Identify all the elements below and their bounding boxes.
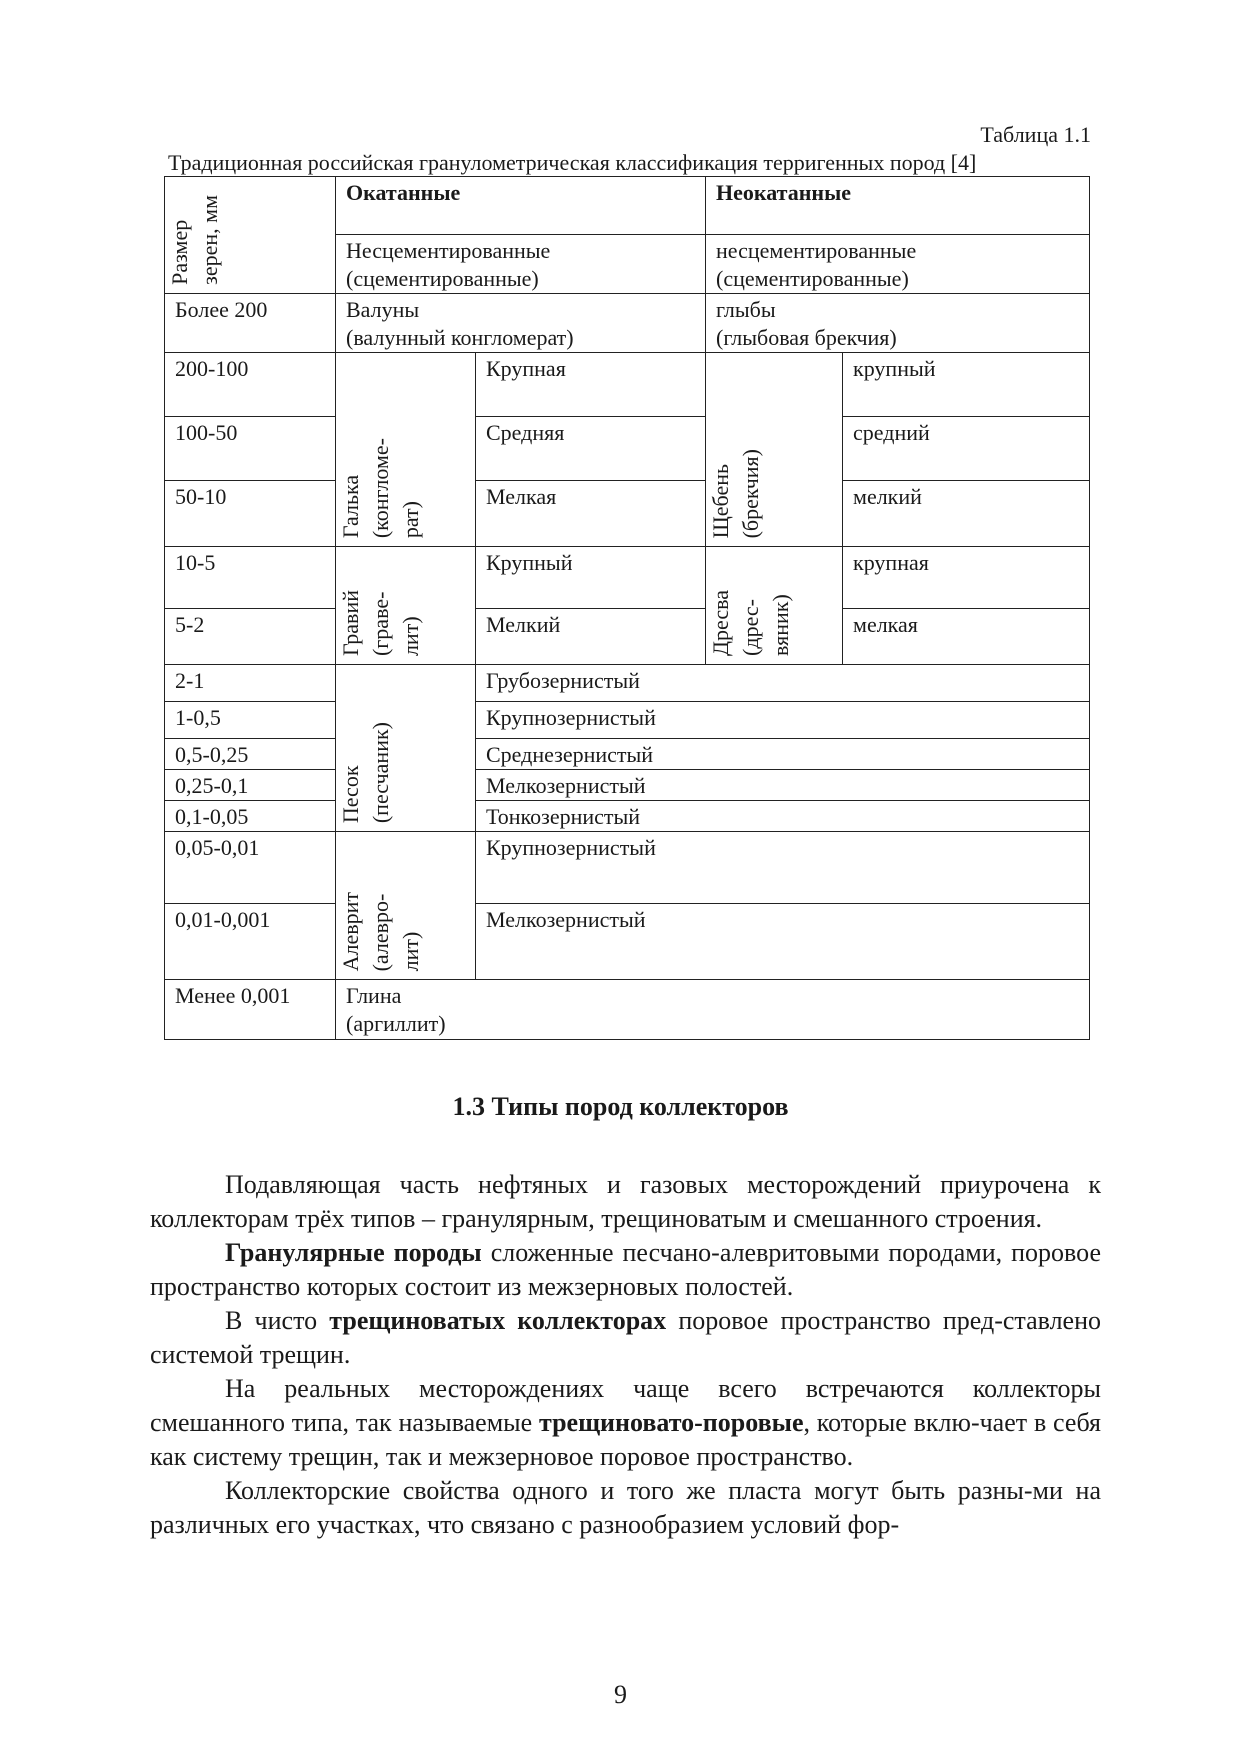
table-number: Таблица 1.1 bbox=[980, 122, 1091, 147]
body-text bbox=[150, 1168, 1101, 1542]
subtype-cell: Средняя bbox=[476, 417, 706, 481]
rounded-cell: Валуны (валунный конгломерат) bbox=[336, 294, 706, 353]
size-cell: 50-10 bbox=[165, 481, 336, 547]
size-cell: 0,5-0,25 bbox=[165, 739, 336, 770]
sand-type-cell: Мелкозернистый bbox=[476, 770, 1090, 801]
angular-cell: глыбы (глыбовая брекчия) bbox=[706, 294, 1090, 353]
section-title: 1.3 Типы пород коллекторов bbox=[452, 1092, 789, 1121]
size-cell: 2-1 bbox=[165, 665, 336, 702]
angular-subheader: несцементированные (сцементированные) bbox=[706, 235, 1090, 294]
subtype-cell: Крупный bbox=[476, 547, 706, 609]
subtype-cell: средний bbox=[843, 417, 1090, 481]
table-caption: Традиционная российская гранулометрическая классификация терригенных пород [4] bbox=[168, 150, 977, 175]
subtype-cell: крупная bbox=[843, 547, 1090, 609]
size-cell: 0,1-0,05 bbox=[165, 801, 336, 832]
size-cell: 1-0,5 bbox=[165, 702, 336, 739]
gravel-group-cell: Гравий (граве- лит) bbox=[336, 547, 476, 665]
size-cell: Более 200 bbox=[165, 294, 336, 353]
silt-type-cell: Крупнозернистый bbox=[476, 832, 1090, 904]
rubble-group-cell: Щебень (брекчия) bbox=[706, 353, 843, 547]
size-header-cell: Размер зерен, мм bbox=[165, 177, 336, 294]
subtype-cell: крупный bbox=[843, 353, 1090, 417]
size-cell: 5-2 bbox=[165, 609, 336, 665]
size-cell: Менее 0,001 bbox=[165, 980, 336, 1040]
sand-type-cell: Среднезернистый bbox=[476, 739, 1090, 770]
subtype-cell: мелкая bbox=[843, 609, 1090, 665]
page-number: 9 bbox=[614, 1680, 627, 1709]
sand-type-cell: Тонкозернистый bbox=[476, 801, 1090, 832]
subtype-cell: Мелкий bbox=[476, 609, 706, 665]
rounded-header: Окатанные bbox=[336, 177, 706, 235]
paragraph: Гранулярные породы сложенные песчано-алевритовыми породами, поровое пространство которых состоит из межзерновых полостей. bbox=[150, 1238, 1101, 1301]
clay-type-cell: Глина (аргиллит) bbox=[336, 980, 1090, 1040]
sand-type-cell: Крупнозернистый bbox=[476, 702, 1090, 739]
sand-group-cell: Песок (песчаник) bbox=[336, 665, 476, 832]
size-cell: 0,05-0,01 bbox=[165, 832, 336, 904]
angular-header: Неокатанные bbox=[706, 177, 1090, 235]
paragraph: На реальных месторождениях чаще всего встречаются коллекторы смешанного типа, так называемые трещиновато-поровые, которые вклю-чает в себя как систему трещин, так и межзерновое поровое пространство. bbox=[150, 1374, 1101, 1471]
pebble-group-cell: Галька (конгломе- рат) bbox=[336, 353, 476, 547]
size-cell: 100-50 bbox=[165, 417, 336, 481]
subtype-cell: Мелкая bbox=[476, 481, 706, 547]
size-cell: 200-100 bbox=[165, 353, 336, 417]
grain-size-classification-table bbox=[164, 176, 1090, 1040]
rounded-subheader: Несцементированные (сцементированные) bbox=[336, 235, 706, 294]
subtype-cell: Крупная bbox=[476, 353, 706, 417]
subtype-cell: мелкий bbox=[843, 481, 1090, 547]
paragraph: В чисто трещиноватых коллекторах поровое пространство пред-ставлено системой трещин. bbox=[150, 1306, 1101, 1369]
size-cell: 0,01-0,001 bbox=[165, 904, 336, 980]
size-cell: 0,25-0,1 bbox=[165, 770, 336, 801]
paragraph: Подавляющая часть нефтяных и газовых месторождений приурочена к коллекторам трёх типов – гранулярным, трещиноватым и смешанного строения. bbox=[150, 1170, 1101, 1233]
paragraph: Коллекторские свойства одного и того же пласта могут быть разны-ми на различных его участках, что связано с разнообразием условий фор- bbox=[150, 1476, 1101, 1539]
grus-group-cell: Дресва (дрес- вяник) bbox=[706, 547, 843, 665]
size-cell: 10-5 bbox=[165, 547, 336, 609]
silt-group-cell: Алеврит (алевро- лит) bbox=[336, 832, 476, 980]
sand-type-cell: Грубозернистый bbox=[476, 665, 1090, 702]
silt-type-cell: Мелкозернистый bbox=[476, 904, 1090, 980]
